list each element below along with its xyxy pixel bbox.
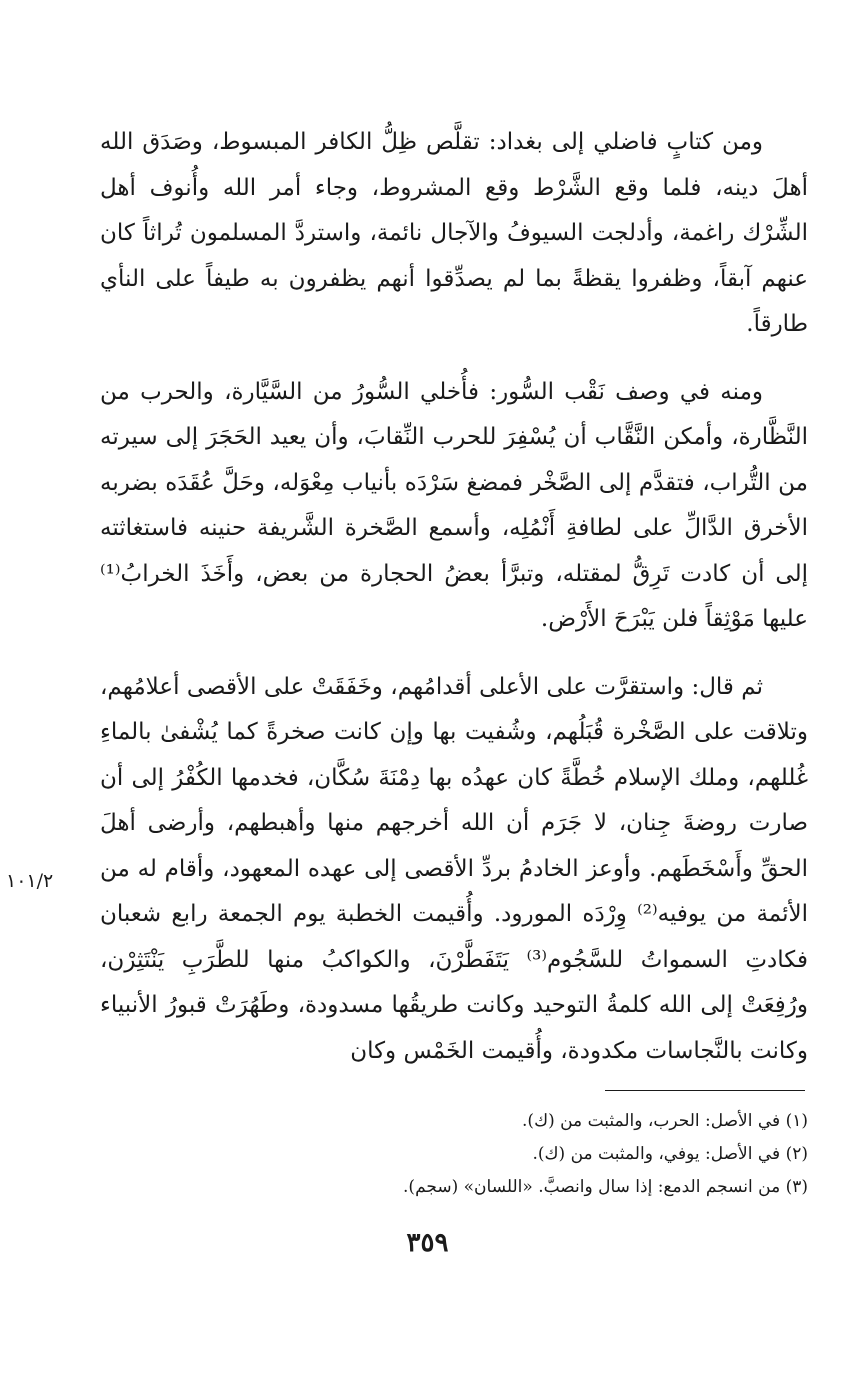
footnote-2: (٢) في الأصل: يوفي، والمثبت من (ك). [532, 1144, 808, 1164]
paragraph-wall-breach: ومنه في وصف نَقْب السُّور: فأُخلي السُّورُ من السَّيَّارة، والحرب من النَّظَّارة، وأمكن النَّقَّاب أن يُسْفِرَ للحرب النِّقابَ، وأن يعيد الحَجَرَ إلى سيرته من التُّراب، فتقدَّم إلى الصَّخْر فمضغ سَرْدَه بأنياب مِعْوَله، وحَلَّ عُقَدَه بضربه الأخرق الدَّالِّ على لطافةِ أَنْمُلِه، وأسمع الصَّخرة الشَّريفة حنينه فاستغاثته إلى أن كادت تَرِقُّ لمقتله، وتبرَّأ بعضُ الحجارة من بعض، وأَخَذَ الخرابُ⁽¹⁾ عليها مَوْثِقاً فلن يَبْرَحَ الأَرْض. [100, 378, 808, 632]
paragraph-baghdad-letter: ومن كتابٍ فاضلي إلى بغداد: تقلَّص ظِلُّ الكافر المبسوط، وصَدَق الله أهلَ دينه، فلما وقع الشَّرْط وقع المشروط، وجاء أمر الله وأُنوف أهل الشِّرْك راغمة، وأدلجت السيوفُ والآجال نائمة، واستردَّ المسلمون تُراثاً كان عنهم آبقاً، وظفروا يقظةً بما لم يصدِّقوا أنهم يظفرون به طيفاً على النأي طارقاً. [100, 129, 808, 337]
footnote-3: (٣) من انسجم الدمع: إذا سال وانصبَّ. «اللسان» (سجم). [403, 1177, 808, 1197]
main-text [100, 120, 808, 1074]
footnote-1: (١) في الأصل: الحرب، والمثبت من (ك). [522, 1111, 808, 1131]
footnote-divider [605, 1090, 805, 1091]
page-number: ٣٥٩ [406, 1228, 449, 1258]
footnotes [180, 1105, 808, 1204]
paragraph-aqsa-liberation: ثم قال: واستقرَّت على الأعلى أقدامُهم، وخَفَقَتْ على الأقصى أعلامُهم، وتلاقت على الصَّخْرة قُبَلُهم، وشُفيت بها وإن كانت صخرةً كما يُشْفىٰ بالماءِ غُللهم، وملك الإسلام خُطَّةً كان عهدُه بها دِمْنَةَ سُكَّان، فخدمها الكُفْرُ إلى أن صارت روضةَ جِنان، لا جَرَم أن الله أخرجهم منها وأهبطهم، وأرضى أهلَ الحقِّ وأَسْخَطَهم. وأوعز الخادمُ بردِّ الأقصى إلى عهده المعهود، وأقام له من الأئمة من يوفيه⁽²⁾ وِرْدَه المورود. وأُقيمت الخطبة يوم الجمعة رابع شعبان فكادتِ السمواتُ للسَّجُوم⁽³⁾ يَتَفَطَّرْنَ، والكواكبُ منها للطَّرَبِ يَنْتَثِرْن، ورُفِعَتْ إلى الله كلمةُ التوحيد وكانت طريقُها مسدودة، وطَهُرَتْ قبورُ الأنبياء وكانت بالنَّجاسات مكدودة، وأُقيمت الخَمْس وكان [100, 673, 808, 1064]
manuscript-folio-reference: ١٠١/٢ [6, 870, 54, 892]
